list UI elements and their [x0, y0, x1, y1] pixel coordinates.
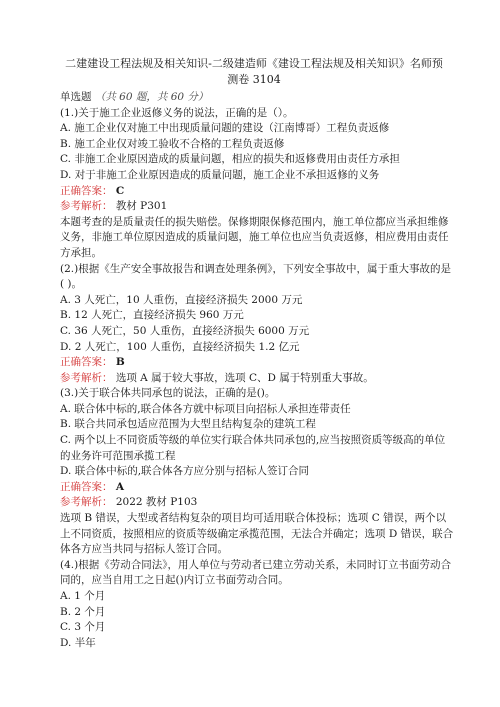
section-header	[60, 90, 454, 106]
question-stem: (1.)关于施工企业返修义务的说法，正确的是（）。	[60, 106, 294, 119]
option-d: D. 2 人死亡，100 人重伤，直接经济损失 1.2 亿元	[60, 340, 300, 353]
reference-row	[60, 371, 454, 387]
answer-value: C	[115, 184, 125, 197]
title-line-1: 二建建设工程法规及相关知识-二级建造师《建设工程法规及相关知识》名师预	[65, 57, 443, 70]
option-a: A. 3 人死亡，10 人重伤，直接经济损失 2000 万元	[60, 293, 303, 306]
section-note: （共 60 题，共 60 分）	[94, 91, 209, 103]
document-title	[54, 56, 454, 88]
answer-row	[60, 184, 454, 200]
answer-row	[60, 355, 454, 371]
reference-value: 选项 A 属于较大事故，选项 C、D 属于特别重大事故。	[115, 371, 374, 384]
option-c: C. 36 人死亡，50 人重伤，直接经济损失 6000 万元	[60, 324, 310, 337]
question-stem: (4.)根据《劳动合同法》，用人单位与劳动者已建立劳动关系，未同时订立书面劳动合同的，应当自用工之日起()内订立书面劳动合同。	[60, 558, 451, 587]
question-3	[60, 386, 454, 558]
reference-label: 参考解析：	[60, 371, 113, 384]
option-d: D. 联合体中标的,联合体各方应分别与招标人签订合同	[60, 465, 310, 478]
answer-value: B	[115, 356, 125, 369]
option-d: D. 半年	[60, 636, 96, 649]
option-a: A. 1 个月	[60, 590, 106, 602]
answer-row	[60, 480, 454, 496]
option-b: B. 2 个月	[60, 605, 106, 618]
option-b: B. 施工企业仅对竣工验收不合格的工程负责返修	[60, 137, 285, 150]
option-b: B. 联合共同承包适应范围为大型且结构复杂的建筑工程	[60, 418, 316, 431]
reference-row	[60, 199, 454, 215]
reference-label: 参考解析：	[60, 200, 113, 213]
reference-label: 参考解析：	[60, 496, 113, 509]
option-b: B. 12 人死亡，直接经济损失 960 万元	[60, 309, 244, 322]
explanation-text: 选项 B 错误，大型或者结构复杂的项目均可适用联合体投标；选项 C 错误，两个以上不同资质，按照相应的资质等级确定承揽范围，无法合并确定；选项 D 错误，联合体各方应当共同与招标人签订合同。	[60, 512, 454, 556]
section-label: 单选题	[60, 91, 92, 103]
option-c: C. 非施工企业原因造成的质量问题，相应的损失和返修费用由责任方承担	[60, 153, 400, 166]
option-c: C. 3 个月	[60, 621, 106, 634]
answer-label: 正确答案：	[60, 184, 113, 197]
answer-label: 正确答案：	[60, 356, 113, 369]
answer-label: 正确答案：	[60, 480, 113, 493]
title-line-2: 测卷 3104	[227, 73, 281, 86]
question-4	[60, 558, 454, 652]
answer-value: A	[115, 480, 124, 493]
option-c: C. 两个以上不同资质等级的单位实行联合体共同承包的,应当按照资质等级高的单位的业务许可范围承揽工程	[60, 434, 446, 462]
question-1	[60, 106, 454, 262]
option-a: A. 施工企业仅对施工中出现质量问题的建设（江南博哥）工程负责返修	[60, 122, 390, 135]
explanation-text: 本题考查的是质量责任的损失赔偿。保修期限保修范围内，施工单位都应当承担维修义务，非施工单位原因造成的质量问题，施工单位也应当负责返修，相应费用由责任方承担。	[60, 215, 449, 259]
reference-row	[60, 495, 454, 511]
option-a: A. 联合体中标的,联合体各方就中标项目向招标人承担连带责任	[60, 402, 351, 415]
question-stem: (2.)根据《生产安全事故报告和调查处理条例》，下列安全事故中，属于重大事故的是( )。	[60, 262, 451, 291]
question-2	[60, 262, 454, 387]
reference-value: 教材 P301	[115, 200, 168, 213]
option-d: D. 对于非施工企业原因造成的质量问题，施工企业不承担返修的义务	[60, 168, 380, 181]
question-stem: (3.)关于联合体共同承包的说法，正确的是()。	[60, 387, 276, 400]
reference-value: 2022 教材 P103	[115, 496, 198, 509]
